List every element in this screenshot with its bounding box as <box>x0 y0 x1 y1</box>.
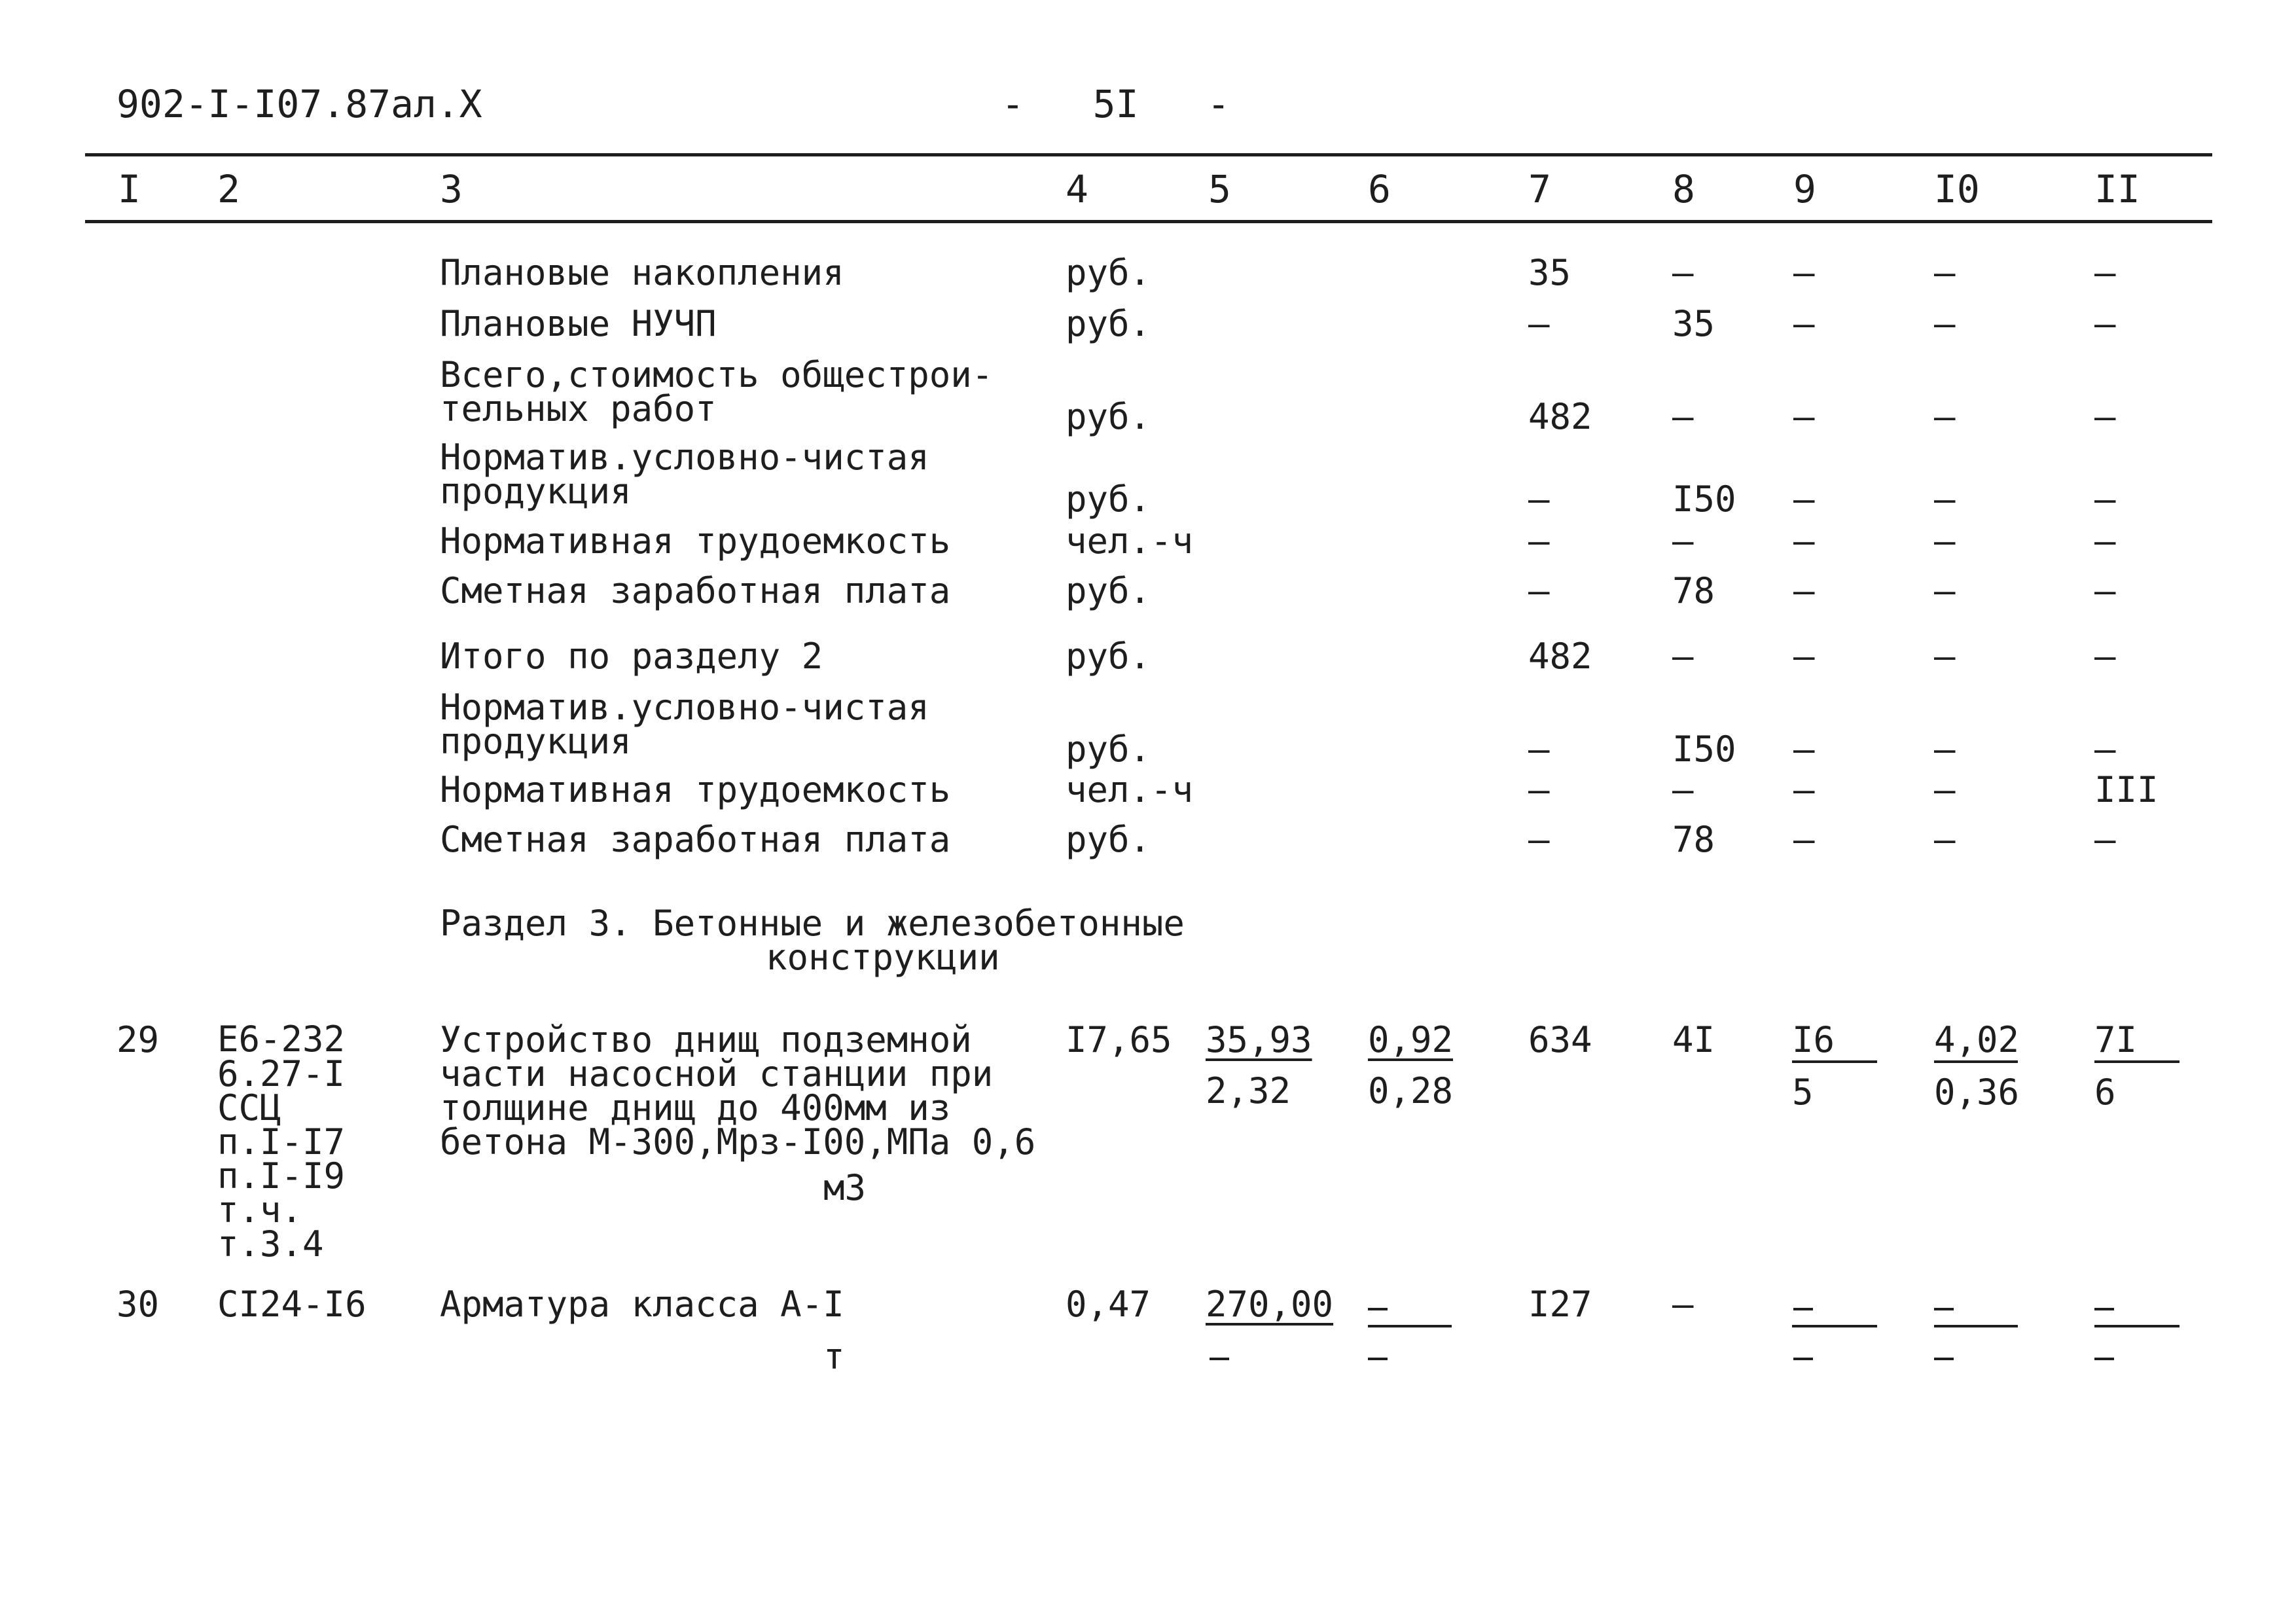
summary-row-c9: – <box>1793 396 1815 437</box>
col7-value: 634 <box>1528 1019 1592 1060</box>
summary-row-c8: I50 <box>1672 729 1736 770</box>
row-desc: Арматура класса А-I <box>440 1284 844 1325</box>
col9-bottom-dash <box>1793 1358 1813 1360</box>
summary-row-label: продукция <box>440 721 632 762</box>
summary-row-label: Сметная заработная плата <box>440 819 951 860</box>
row-code-1: Е6-232 <box>217 1019 346 1060</box>
summary-row-label: тельных работ <box>440 388 717 429</box>
col-header-5: 5 <box>1208 167 1231 211</box>
summary-row-c10: – <box>1934 303 1956 344</box>
row-number: 30 <box>117 1284 160 1325</box>
row-desc-4: бетона М-300,Мрз-I00,МПа 0,6 <box>440 1121 1036 1163</box>
col-header-7: 7 <box>1528 167 1551 211</box>
col11-top-dash <box>2094 1308 2114 1310</box>
row-code-6: т.ч. <box>217 1189 303 1231</box>
col5-bottom-dash <box>1210 1358 1229 1360</box>
summary-row-c10: – <box>1934 819 1956 860</box>
summary-row-c7: 35 <box>1528 252 1571 293</box>
summary-row-label: Нормативная трудоемкость <box>440 520 951 562</box>
summary-row-c11: – <box>2094 396 2116 437</box>
col11-fraction-line <box>2094 1325 2179 1327</box>
summary-row-c8: 78 <box>1672 819 1715 860</box>
summary-row-c10: – <box>1934 636 1956 677</box>
summary-row-c8: – <box>1672 396 1694 437</box>
col10-bottom-dash <box>1934 1358 1954 1360</box>
summary-row-c10: – <box>1934 478 1956 520</box>
summary-row-label: Всего,стоимость общестрои- <box>440 354 994 395</box>
col-header-1: I <box>118 167 141 211</box>
summary-row-label: Норматив.условно-чистая <box>440 437 929 478</box>
summary-row-label: Плановые накопления <box>440 252 844 293</box>
section3-title-line1: Раздел 3. Бетонные и железобетонные <box>440 903 1185 944</box>
col8-value: 4I <box>1672 1019 1715 1060</box>
summary-row-c11: – <box>2094 303 2116 344</box>
row-unit: т <box>823 1336 845 1377</box>
summary-row-c8: – <box>1672 636 1694 677</box>
summary-row-c9: – <box>1793 819 1815 860</box>
summary-row-unit: руб. <box>1066 819 1151 860</box>
row-code-3: ССЦ <box>217 1087 281 1128</box>
row-desc-2: части насосной станции при <box>440 1053 994 1094</box>
col10-top: 4,02 <box>1934 1019 2020 1060</box>
summary-row-c11: – <box>2094 252 2116 293</box>
summary-row-c7: – <box>1528 303 1550 344</box>
row-desc-1: Устройство днищ подземной <box>440 1019 972 1060</box>
summary-row-c7: – <box>1528 729 1550 770</box>
document-code: 902-I-I07.87ал.X <box>117 82 482 126</box>
summary-row-c11: – <box>2094 819 2116 860</box>
summary-row-unit: руб. <box>1066 303 1151 344</box>
col5-bottom: 2,32 <box>1206 1070 1291 1111</box>
summary-row-c11: – <box>2094 636 2116 677</box>
col11-fraction-line <box>2094 1060 2179 1063</box>
summary-row-unit: руб. <box>1066 252 1151 293</box>
col6-top: 0,92 <box>1368 1019 1454 1060</box>
summary-row-c8: – <box>1672 252 1694 293</box>
summary-row-c9: – <box>1793 303 1815 344</box>
row-code-4: п.I-I7 <box>217 1121 346 1163</box>
summary-row-c11: – <box>2094 570 2116 611</box>
col10-fraction-line <box>1934 1325 2018 1327</box>
summary-row-unit: руб. <box>1066 636 1151 677</box>
col5-top: 270,00 <box>1206 1284 1334 1325</box>
summary-row-unit: руб. <box>1066 478 1151 520</box>
col-header-11: II <box>2094 167 2140 211</box>
col-header-4: 4 <box>1066 167 1088 211</box>
row-unit: м3 <box>823 1167 867 1208</box>
col10-top-dash <box>1934 1308 1954 1310</box>
summary-row-c9: – <box>1793 252 1815 293</box>
summary-row-label: Плановые НУЧП <box>440 303 717 344</box>
col10-fraction-line <box>1934 1060 2018 1063</box>
col6-bottom-dash <box>1368 1358 1388 1360</box>
summary-row-c7: 482 <box>1528 396 1592 437</box>
col6-top-dash <box>1368 1308 1388 1310</box>
summary-row-c11: – <box>2094 729 2116 770</box>
summary-row-c11: – <box>2094 520 2116 562</box>
row-code-5: п.I-I9 <box>217 1155 346 1197</box>
summary-row-c10: – <box>1934 520 1956 562</box>
summary-row-c9: – <box>1793 520 1815 562</box>
summary-row-c7: – <box>1528 570 1550 611</box>
summary-row-c8: – <box>1672 520 1694 562</box>
summary-row-c9: – <box>1793 769 1815 810</box>
summary-row-c9: – <box>1793 729 1815 770</box>
summary-row-c9: – <box>1793 636 1815 677</box>
col8-value: – <box>1672 1284 1694 1325</box>
table-header-rule <box>85 220 2212 223</box>
col9-top-dash <box>1793 1308 1813 1310</box>
col6-bottom: 0,28 <box>1368 1070 1454 1111</box>
col-header-6: 6 <box>1368 167 1391 211</box>
summary-row-c10: – <box>1934 769 1956 810</box>
col7-value: I27 <box>1528 1284 1592 1325</box>
col9-bottom: 5 <box>1792 1072 1814 1113</box>
col-header-8: 8 <box>1672 167 1695 211</box>
section3-title-line2: конструкции <box>766 937 1000 978</box>
summary-row-c11: – <box>2094 478 2116 520</box>
summary-row-label: Итого по разделу 2 <box>440 636 823 677</box>
summary-row-unit: чел.-ч <box>1066 520 1194 562</box>
summary-row-c10: – <box>1934 252 1956 293</box>
summary-row-c8: 35 <box>1672 303 1715 344</box>
col-header-3: 3 <box>440 167 463 211</box>
col-header-10: I0 <box>1934 167 1980 211</box>
summary-row-c7: – <box>1528 819 1550 860</box>
col-header-9: 9 <box>1793 167 1816 211</box>
row-desc-3: толщине днищ до 400мм из <box>440 1087 951 1128</box>
summary-row-c11: III <box>2094 769 2159 810</box>
summary-row-c10: – <box>1934 729 1956 770</box>
row-code-7: т.3.4 <box>217 1223 324 1265</box>
row-code: СI24-I6 <box>217 1284 367 1325</box>
row-number: 29 <box>117 1019 160 1060</box>
summary-row-label: Норматив.условно-чистая <box>440 687 929 728</box>
col6-fraction-line <box>1368 1325 1452 1327</box>
table-top-rule <box>85 153 2212 156</box>
summary-row-c7: – <box>1528 520 1550 562</box>
summary-row-unit: руб. <box>1066 570 1151 611</box>
summary-row-c7: 482 <box>1528 636 1592 677</box>
summary-row-c10: – <box>1934 396 1956 437</box>
summary-row-unit: руб. <box>1066 729 1151 770</box>
page-number: - 5I - <box>1001 82 1230 126</box>
col11-top: 7I <box>2094 1019 2138 1060</box>
summary-row-unit: чел.-ч <box>1066 769 1194 810</box>
col11-bottom-dash <box>2094 1358 2114 1360</box>
summary-row-c10: – <box>1934 570 1956 611</box>
summary-row-c7: – <box>1528 769 1550 810</box>
row-quantity: I7,65 <box>1066 1019 1172 1060</box>
summary-row-c9: – <box>1793 570 1815 611</box>
col9-fraction-line <box>1792 1060 1877 1063</box>
summary-row-c8: – <box>1672 769 1694 810</box>
summary-row-c8: I50 <box>1672 478 1736 520</box>
summary-row-unit: руб. <box>1066 396 1151 437</box>
col9-fraction-line <box>1792 1325 1877 1327</box>
summary-row-label: Нормативная трудоемкость <box>440 769 951 810</box>
row-quantity: 0,47 <box>1066 1284 1151 1325</box>
summary-row-c9: – <box>1793 478 1815 520</box>
summary-row-label: продукция <box>440 471 632 512</box>
summary-row-c7: – <box>1528 478 1550 520</box>
row-code-2: 6.27-I <box>217 1053 346 1094</box>
col5-top: 35,93 <box>1206 1019 1312 1060</box>
summary-row-c8: 78 <box>1672 570 1715 611</box>
col-header-2: 2 <box>217 167 240 211</box>
col10-bottom: 0,36 <box>1934 1072 2020 1113</box>
col9-top: I6 <box>1792 1019 1835 1060</box>
col11-bottom: 6 <box>2094 1072 2116 1113</box>
summary-row-label: Сметная заработная плата <box>440 570 951 611</box>
